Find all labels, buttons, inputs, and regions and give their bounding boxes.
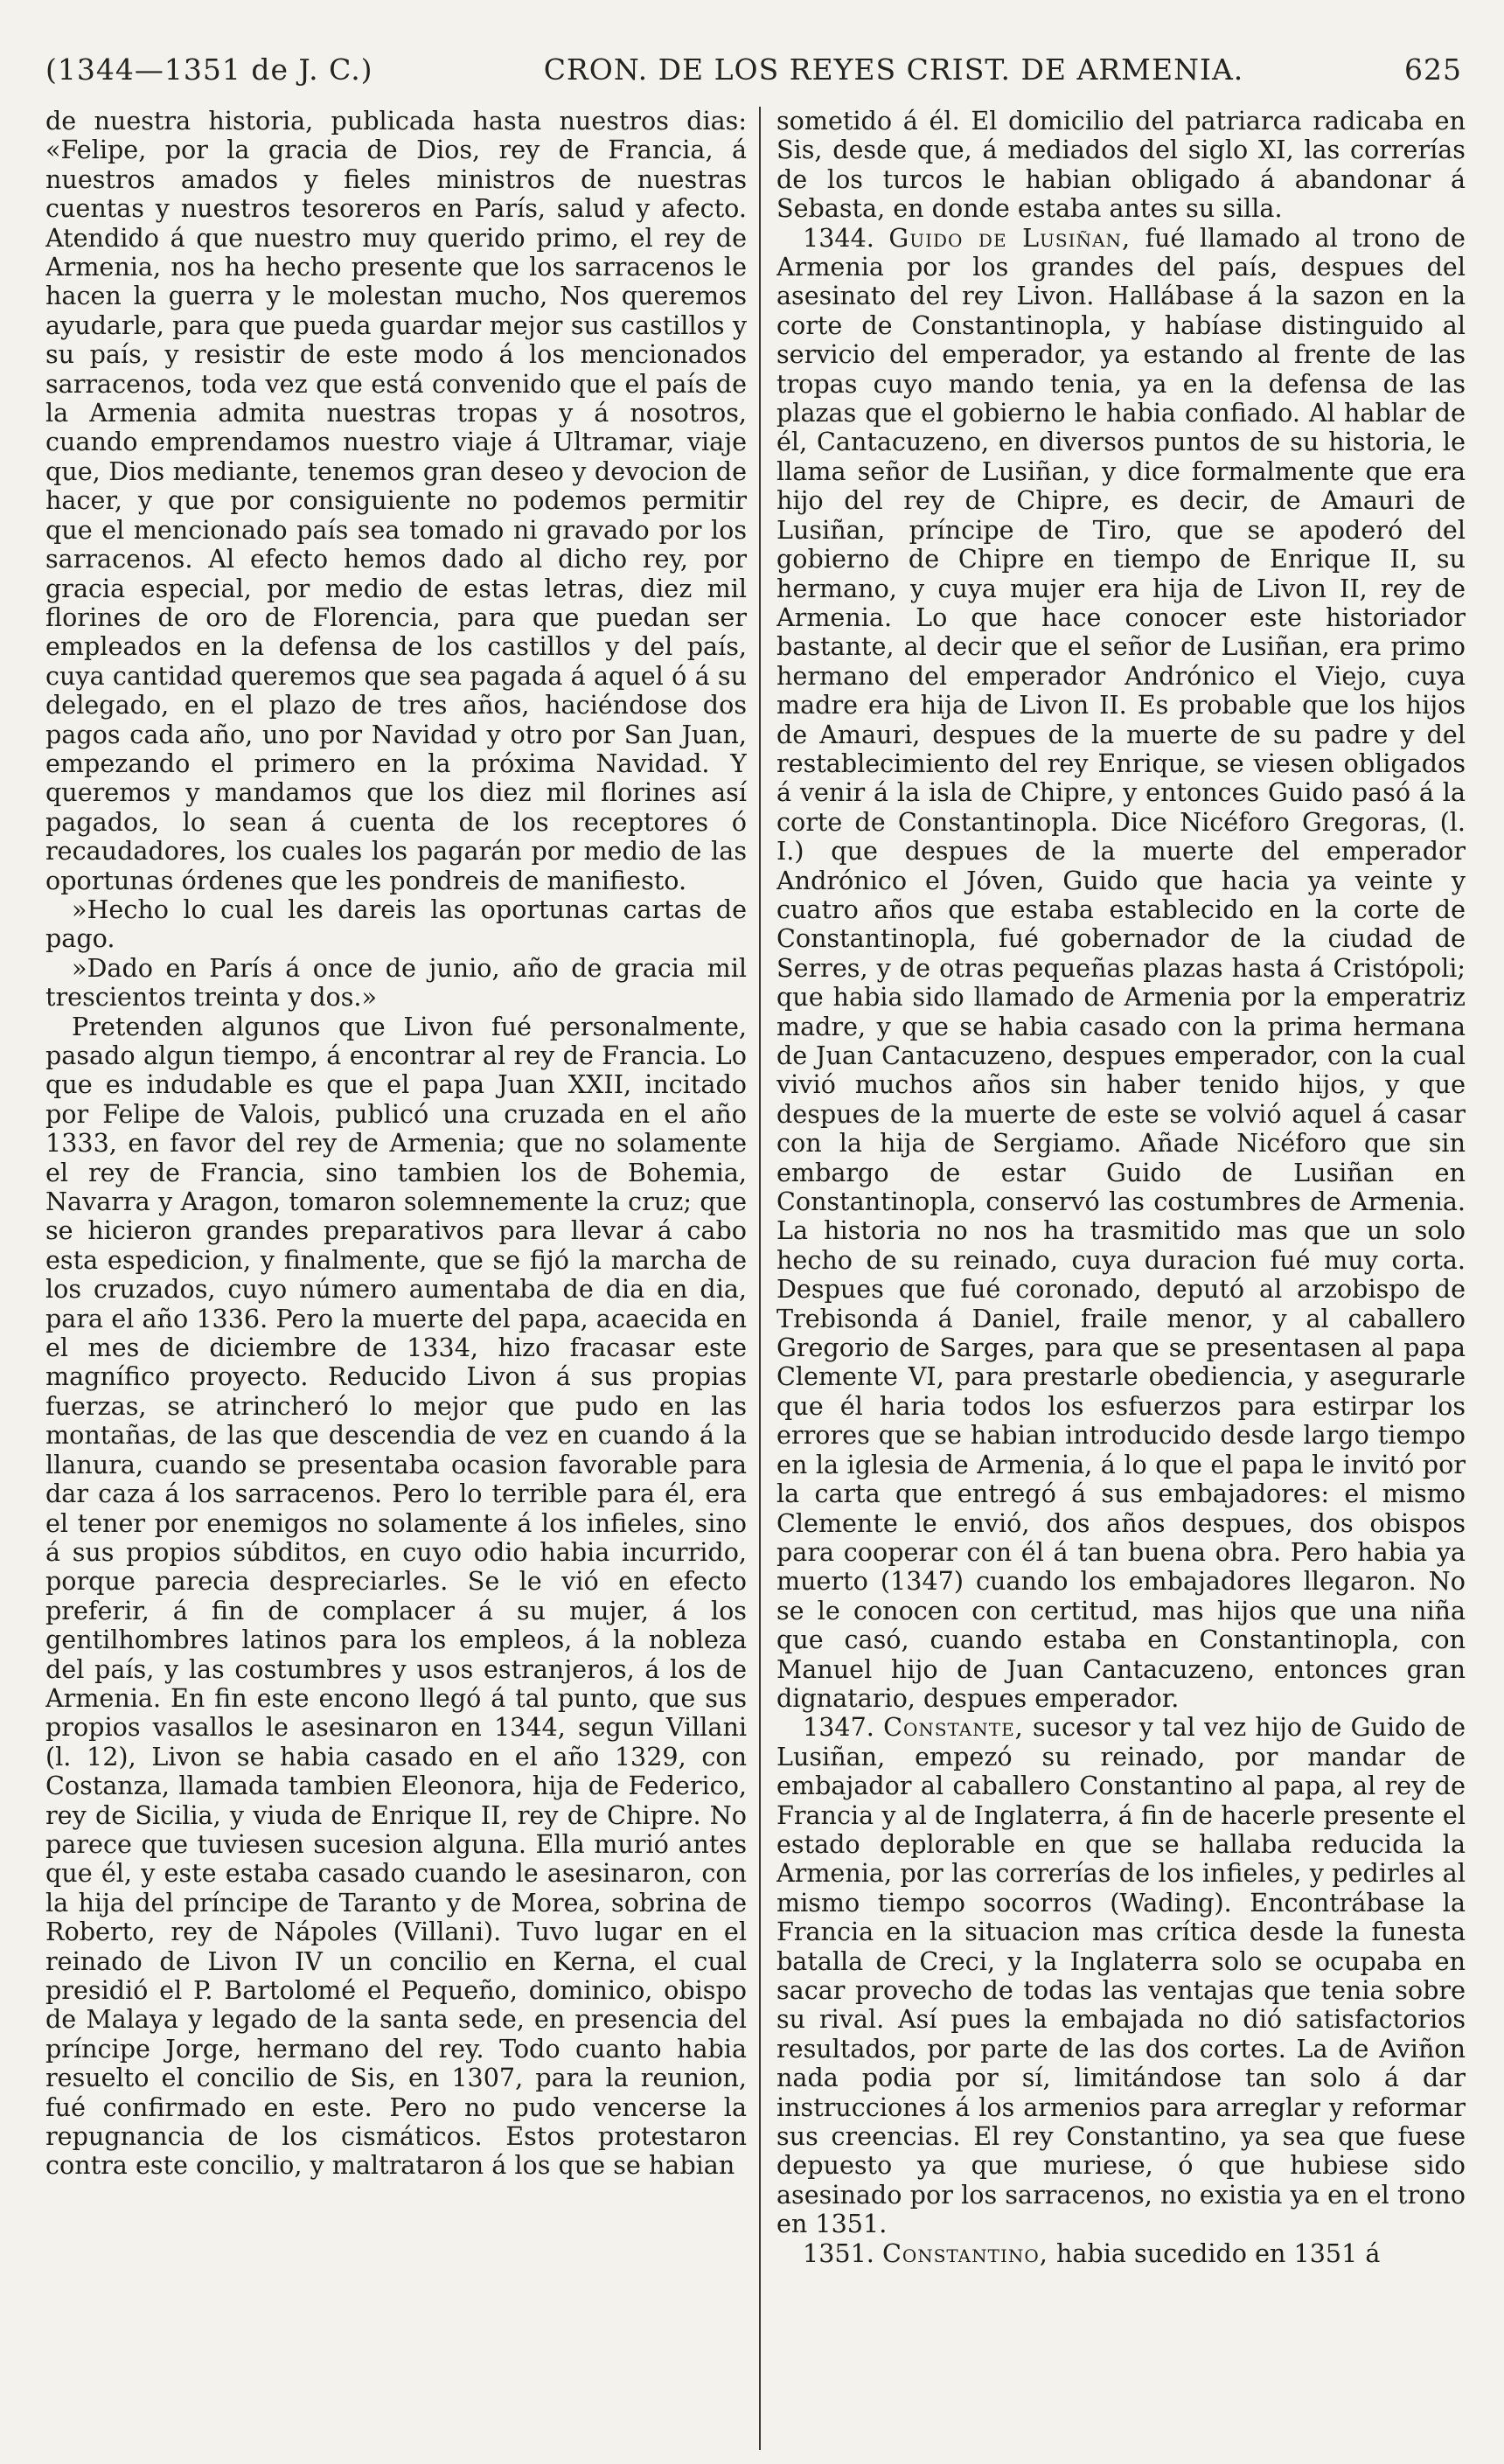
right-column [776,107,1466,2450]
entry-year: 1347. [803,1712,874,1743]
entry-king-name: Constante, [883,1712,1024,1743]
paragraph-entry-1351 [776,2239,1466,2268]
column-divider [759,107,761,2450]
left-column [45,107,747,2450]
paragraph: »Hecho lo cual les dareis las oportunas cartas de pago. [45,894,747,954]
paragraph: »Dado en París á once de junio, año de gracia mil trescientos treinta y dos.» [45,952,747,1013]
paragraph: sometido á él. El domicilio del patriarca radicaba en Sis, desde que, á mediados del siglo XI, las correrías de los turcos le habian obligado á abandonar á Sebasta, en donde estaba antes su silla. [776,107,1466,224]
entry-king-name: Guido de Lusiñan, [888,222,1131,253]
entry-king-name: Constantino, [881,2238,1048,2268]
entry-year: 1344. [803,222,874,253]
header-date-range: (1344—1351 de J. C.) [45,52,373,87]
page-number: 625 [1404,52,1462,87]
running-header [45,52,1462,105]
paragraph: Pretenden algunos que Livon fué personalmente, pasado algun tiempo, á encontrar al rey de Francia. Lo que es indudable es que el papa Juan XXII, incitado por Felipe de Valois, publicó una cruzada en el año 1333, en favor del rey de Armenia; que no solamente el rey de Francia, sino tambien los de Bohemia, Navarra y Aragon, tomaron solemnemente la cruz; que se hicieron grandes preparativos para llevar á cabo esta espedicion, y finalmente, que se fijó la marcha de los cruzados, cuyo número aumentaba de dia en dia, para el año 1336. Pero la muerte del papa, acaecida en el mes de diciembre de 1334, hizo fracasar este magnífico proyecto. Reducido Livon á sus propias fuerzas, se atrincheró lo mejor que pudo en las montañas, de las que descendia de vez en cuando á la llanura, cuando se presentaba ocasion favorable para dar caza á los sarracenos. Pero lo terrible para él, era el tener por enemigos no solamente á los infieles, sino á sus propios súbditos, en cuyo odio habia incurrido, porque parecia despreciarles. Se le vió en efecto preferir, á fin de complacer á su mujer, á los gentilhombres latinos para los empleos, á la nobleza del país, y las costumbres y usos estranjeros, á los de Armenia. En fin este encono llegó á tal punto, que sus propios vasallos le asesinaron en 1344, segun Villani (l. 12), Livon se habia casado en el año 1329, con Costanza, llamada tambien Eleonora, hija de Federico, rey de Sicilia, y viuda de Enrique II, rey de Chipre. No parece que tuviesen sucesion alguna. Ella murió antes que él, y este estaba casado cuando le asesinaron, con la hija del príncipe de Taranto y de Morea, sobrina de Roberto, rey de Nápoles (Villani). Tuvo lugar en el reinado de Livon IV un concilio en Kerna, el cual presidió el P. Bartolomé el Pequeño, dominico, obispo de Malaya y legado de la santa sede, en presencia del príncipe Jorge, hermano del rey. Todo cuanto habia resuelto el concilio de Sis, en 1307, para la reunion, fué confirmado en este. Pero no pudo vencerse la repugnancia de los cismáticos. Estos protestaron contra este concilio, y maltrataron á los que se habian [45,1011,747,2181]
paragraph-entry-1347 [776,1713,1466,2238]
paragraph-entry-1344 [776,224,1466,1714]
header-title: CRON. DE LOS REYES CRIST. DE ARMENIA. [543,52,1244,87]
entry-year: 1351. [803,2238,874,2268]
entry-text: sucesor y tal vez hijo de Guido de Lusiñan, empezó su reinado, por mandar de embajador al caballero Constantino al papa, al rey de Francia y al de Inglaterra, á fin de hacerle presente el estado deplorable en que se hallaba reducida la Armenia, por las correrías de los infieles, y pedirles al mismo tiempo socorros (Wading). Encontrábase la Francia en la situacion mas crítica desde la funesta batalla de Creci, y la Inglaterra solo se ocupaba en sacar provecho de todas las ventajas que tenia sobre su rival. Así pues la embajada no dió satisfactorios resultados, por parte de las dos cortes. La de Aviñon nada podia por sí, limitándose tan solo á dar instrucciones á los armenios para arreglar y reformar sus creencias. El rey Constantino, ya sea que fuese depuesto ya que muriese, ó que hubiese sido asesinado por los sarracenos, no existia ya en el trono en 1351. [776,1712,1466,2239]
entry-text: fué llamado al trono de Armenia por los grandes del país, despues del asesinato del rey Livon. Hallábase á la sazon en la corte de Constantinopla, y habíase distinguido al servicio del emperador, ya estando al frente de las tropas cuyo mando tenia, ya en la defensa de las plazas que el gobierno le habia confiado. Al hablar de él, Cantacuzeno, en diversos puntos de su historia, le llama señor de Lusiñan, y dice formalmente que era hijo del rey de Chipre, es decir, de Amauri de Lusiñan, príncipe de Tiro, que se apoderó del gobierno de Chipre en tiempo de Enrique II, su hermano, y cuya mujer era hija de Livon II, rey de Armenia. Lo que hace conocer este historiador bastante, al decir que el señor de Lusiñan, era primo hermano del emperador Andrónico el Viejo, cuya madre era hija de Livon II. Es probable que los hijos de Amauri, despues de la muerte de su padre y del restablecimiento del rey Enrique, se viesen obligados á venir á la isla de Chipre, y entonces Guido pasó á la corte de Constantinopla. Dice Nicéforo Gregoras, (l. I.) que despues de la muerte del emperador Andrónico el Jóven, Guido que hacia ya veinte y cuatro años que estaba establecido en la corte de Constantinopla, fué gobernador de la ciudad de Serres, y de otras pequeñas plazas hasta á Cristópoli; que habia sido llamado de Armenia por la emperatriz madre, y que se habia casado con la prima hermana de Juan Cantacuzeno, despues emperador, con la cual vivió muchos años sin haber tenido hijos, y que despues de la muerte de este se volvió aquel á casar con la hija de Sergiamo. Añade Nicéforo que sin embargo de estar Guido de Lusiñan en Constantinopla, conservó las costumbres de Armenia. La historia no nos ha trasmitido mas que un solo hecho de su reinado, cuya duracion fué muy corta. Despues que fué coronado, deputó al arzobispo de Trebisonda á Daniel, fraile menor, y al caballero Gregorio de Sarges, para que se presentasen al papa Clemente VI, para prestarle obediencia, y asegurarle que él haria todos los esfuerzos para estirpar los errores que se habian introducido desde largo tiempo en la iglesia de Armenia, á lo que el papa le invitó por la carta que entregó á sus embajadores: el mismo Clemente le envió, dos años despues, dos obispos para cooperar con él á tan buena obra. Pero habia ya muerto (1347) cuando los embajadores llegaron. No se le conocen con certitud, mas hijos que una niña que casó, cuando estaba en Constantinopla, con Manuel hijo de Juan Cantacuzeno, entonces gran dignatario, despues emperador. [776,222,1466,1713]
paragraph: de nuestra historia, publicada hasta nuestros dias: «Felipe, por la gracia de Dios, rey de Francia, á nuestros amados y fieles ministros de nuestras cuentas y nuestros tesoreros en París, salud y afecto. Atendido á que nuestro muy querido primo, el rey de Armenia, nos ha hecho presente que los sarracenos le hacen la guerra y le molestan mucho, Nos queremos ayudarle, para que pueda guardar mejor sus castillos y su país, y resistir de este modo á los mencionados sarracenos, toda vez que está convenido que el país de la Armenia admita nuestras tropas y á nosotros, cuando emprendamos nuestro viaje á Ultramar, viaje que, Dios mediante, tenemos gran deseo y devocion de hacer, y que por consiguiente no podemos permitir que el mencionado país sea tomado ni gravado por los sarracenos. Al efecto hemos dado al dicho rey, por gracia especial, por medio de estas letras, diez mil florines de oro de Florencia, para que puedan ser empleados en la defensa de los castillos y del país, cuya cantidad queremos que sea pagada á aquel ó á su delegado, en el plazo de tres años, haciéndose dos pagos cada año, uno por Navidad y otro por San Juan, empezando el primero en la próxima Navidad. Y queremos y mandamos que los diez mil florines así pagados, lo sean á cuenta de los receptores ó recaudadores, los cuales los pagarán por medio de las oportunas órdenes que les pondreis de manifiesto. [45,107,747,895]
entry-text: habia sucedido en 1351 á [1055,2238,1381,2268]
